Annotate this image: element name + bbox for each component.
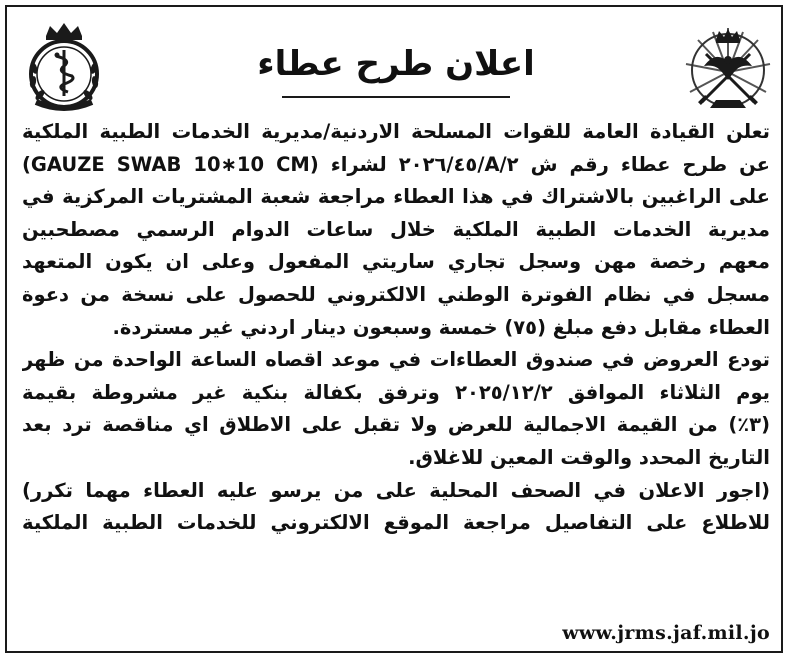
body-line: يوم الثلاثاء الموافق ٢٠٢٥/١٢/٢ وترفق بكفالة بنكية غير مشروطة بقيمة: [22, 380, 770, 404]
body-line: التاريخ المحدد والوقت المعين للاغلاق.: [408, 445, 770, 469]
body-line: تعلن القيادة العامة للقوات المسلحة الاردنية/مديرية الخدمات الطبية الملكية: [22, 120, 770, 143]
body-line: للاطلاع على التفاصيل مراجعة الموقع الالكتروني للخدمات الطبية الملكية: [22, 511, 770, 535]
body-line: عن طرح عطاء رقم ش ٢/A/٢٠٢٦/٤٥ لشراء (GAUZE SWAB 10∗10 CM): [22, 152, 770, 176]
body-line: على الراغبين بالاشتراك في هذا العطاء مراجعة شعبة المشتريات المركزية في: [22, 185, 770, 209]
body-line: العطاء مقابل دفع مبلغ (٧٥) خمسة وسبعون دينار اردني غير مستردة.: [112, 315, 770, 339]
announcement-body: [22, 116, 770, 540]
page-title: اعلان طرح عطاء: [257, 44, 535, 84]
title-underline: [282, 96, 510, 98]
royal-medical-services-logo: [16, 18, 112, 114]
jordan-armed-forces-logo: [680, 20, 776, 116]
body-line: مسجل في نظام الفوترة الوطني الالكتروني للحصول على نسخة من دعوة: [22, 282, 770, 306]
body-line: معهم رخصة مهن وسجل تجاري ساريتي المفعول وعلى ان يكون المتعهد: [22, 250, 770, 274]
body-line: (اجور الاعلان في الصحف المحلية على من يرسو عليه العطاء مهما تكرر): [22, 478, 770, 502]
website-link[interactable]: www.jrms.jaf.mil.jo: [562, 622, 770, 644]
body-line: مديرية الخدمات الطبية الملكية خلال ساعات الدوام الرسمي مصطحبين: [22, 217, 770, 241]
body-line: تودع العروض في صندوق العطاءات في موعد اقصاه الساعة الواحدة من ظهر: [22, 348, 770, 372]
body-line: (٣٪) من القيمة الاجمالية للعرض ولا تقبل على الاطلاق اي مناقصة ترد بعد: [22, 413, 770, 437]
